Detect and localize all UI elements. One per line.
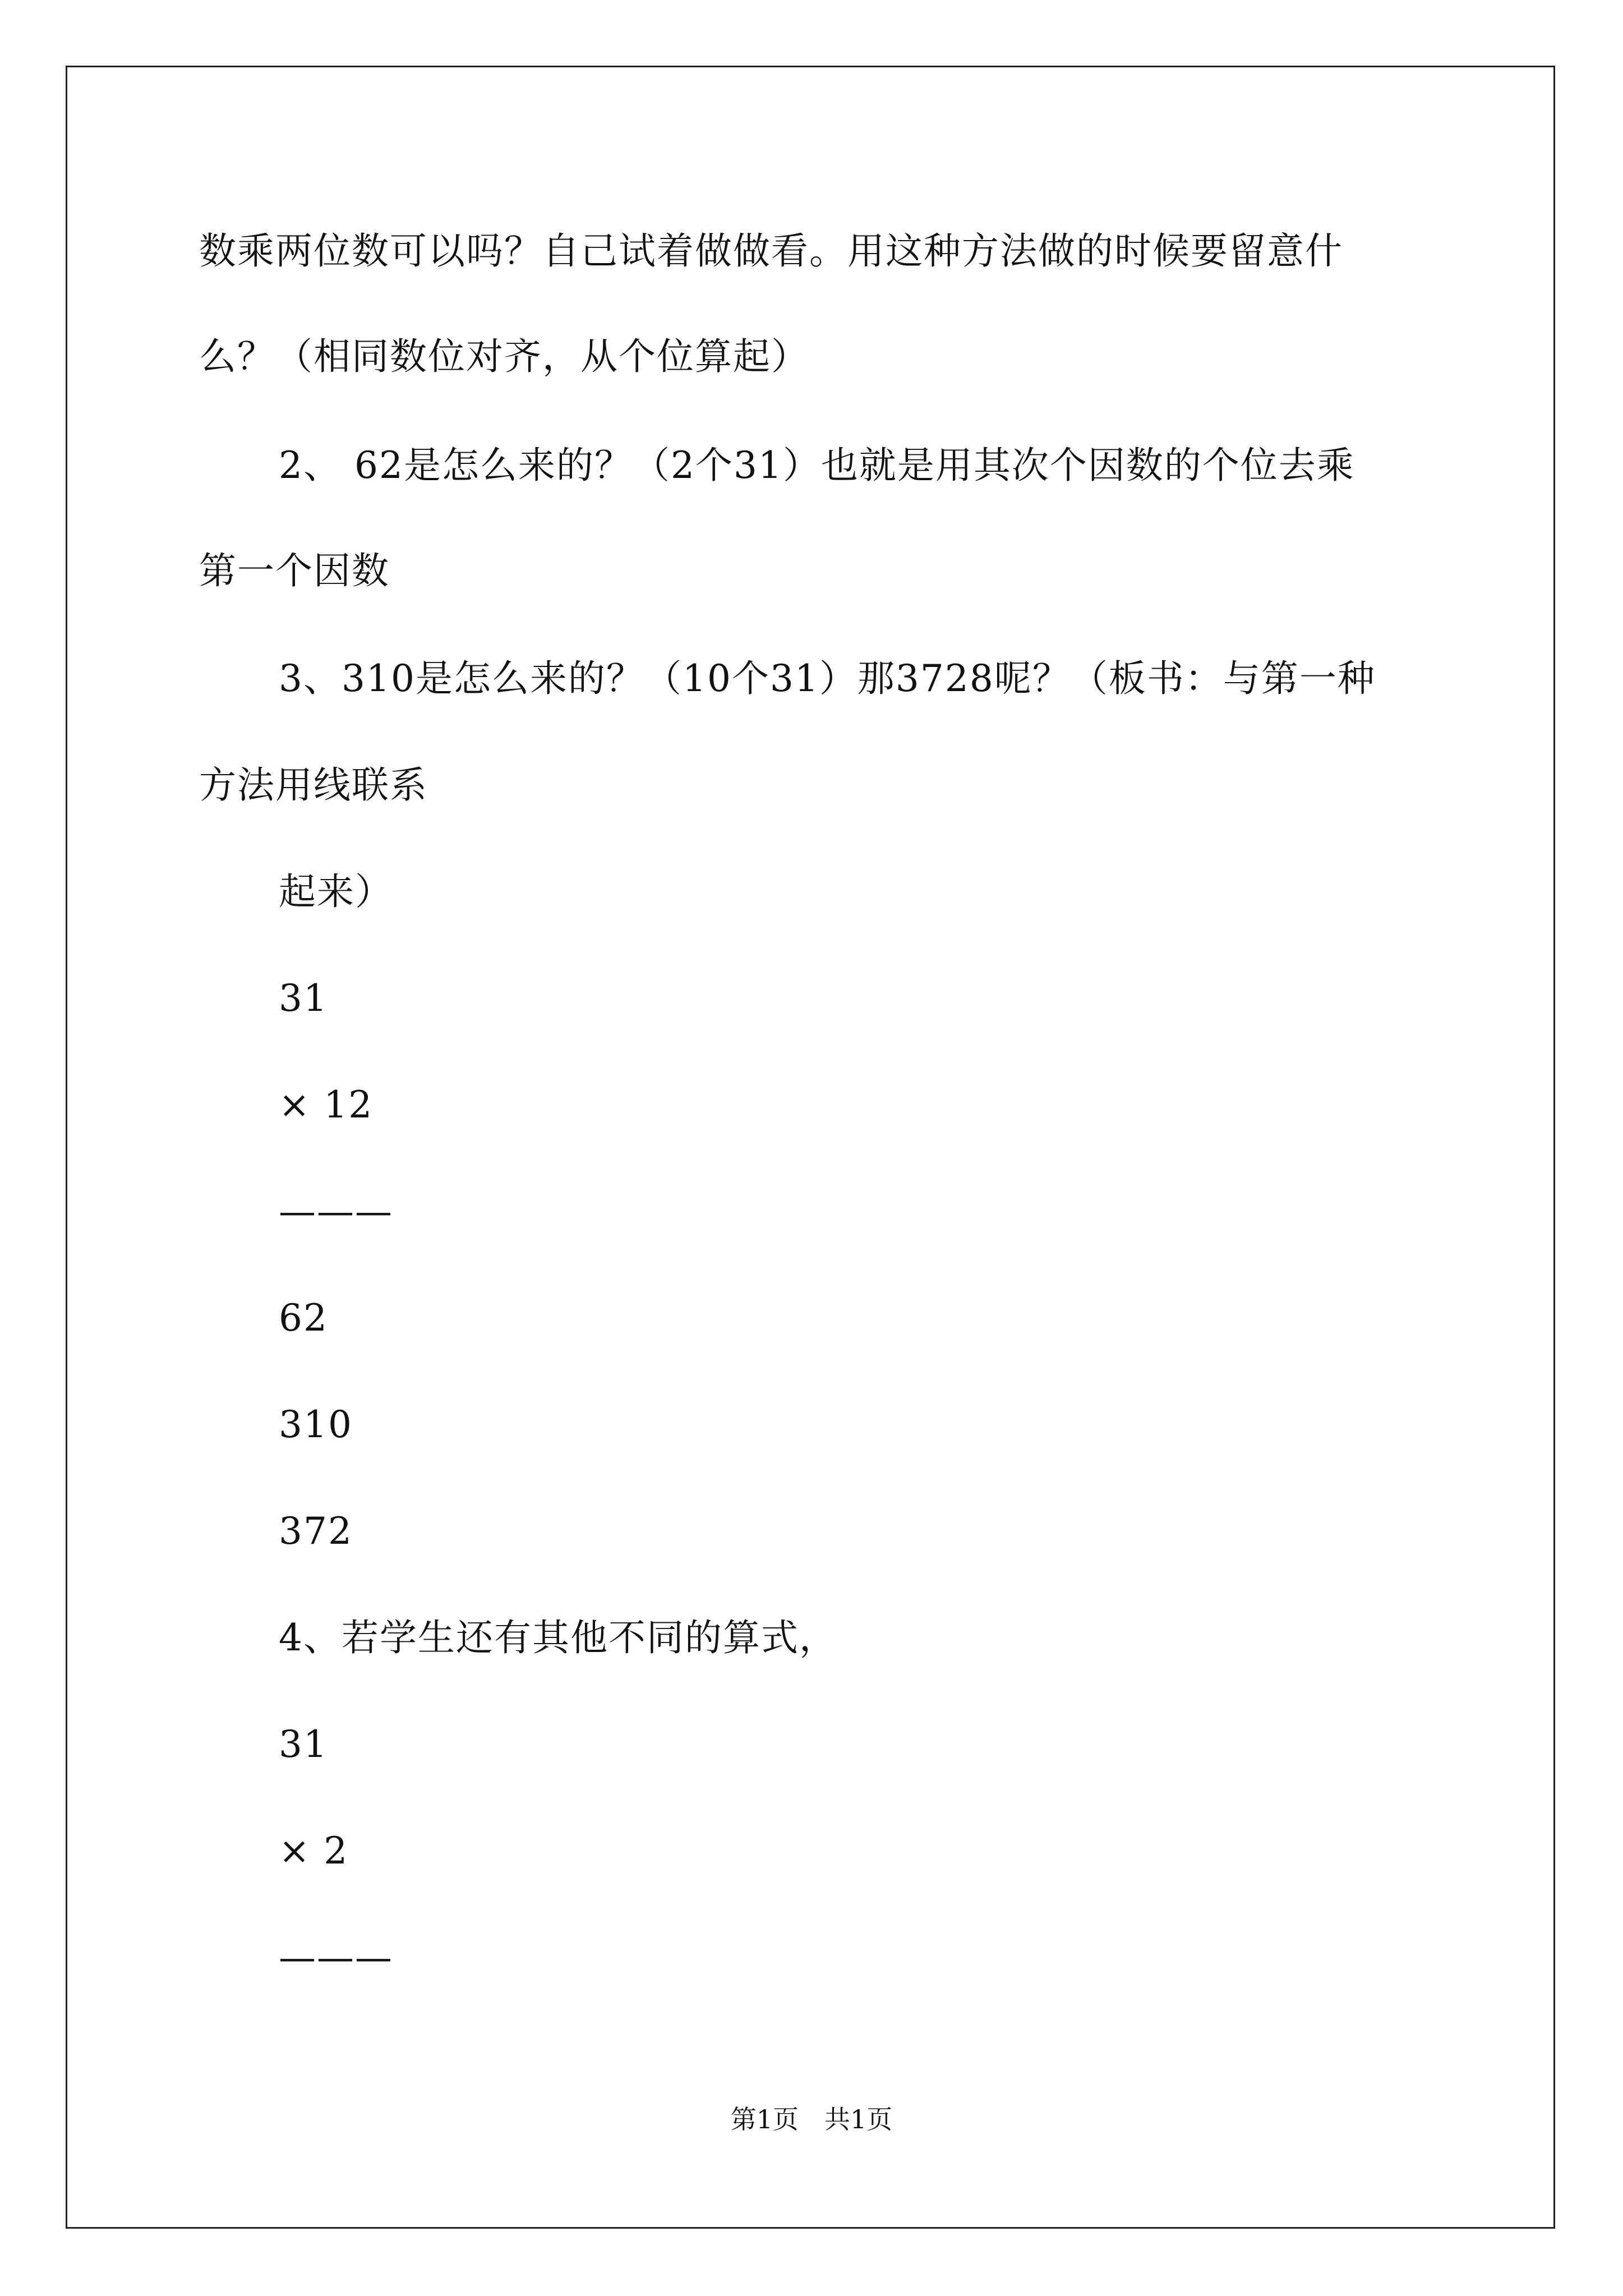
calc-line: × 12 <box>279 1083 374 1126</box>
calc-line: 62 <box>279 1296 328 1340</box>
paragraph-line: 方法用线联系 <box>199 763 428 807</box>
paragraph-line: 2、 62是怎么来的？（2个31）也就是用其次个因数的个位去乘 <box>279 444 1355 487</box>
paragraph-line: 3、310是怎么来的？（10个31）那3728呢？（板书：与第一种 <box>279 657 1376 700</box>
paragraph-line: 起来） <box>279 870 393 913</box>
page-footer: 第1页 共1页 <box>730 2104 893 2134</box>
calc-line: 372 <box>279 1510 353 1553</box>
paragraph-line: 4、若学生还有其他不同的算式， <box>279 1616 837 1659</box>
paragraph-line: 数乘两位数可以吗？自己试着做做看。用这种方法做的时候要留意什 <box>199 229 1343 273</box>
calc-line: 31 <box>279 977 328 1020</box>
paragraph-line: 么？（相同数位对齐，从个位算起） <box>199 335 809 378</box>
calc-divider: ——— <box>279 1936 393 1979</box>
calc-line: × 2 <box>279 1829 349 1872</box>
calc-line: 31 <box>279 1723 328 1766</box>
calc-divider: ——— <box>279 1190 393 1233</box>
paragraph-line: 第一个因数 <box>199 549 390 592</box>
calc-line: 310 <box>279 1403 353 1446</box>
page-border <box>66 66 1555 2229</box>
